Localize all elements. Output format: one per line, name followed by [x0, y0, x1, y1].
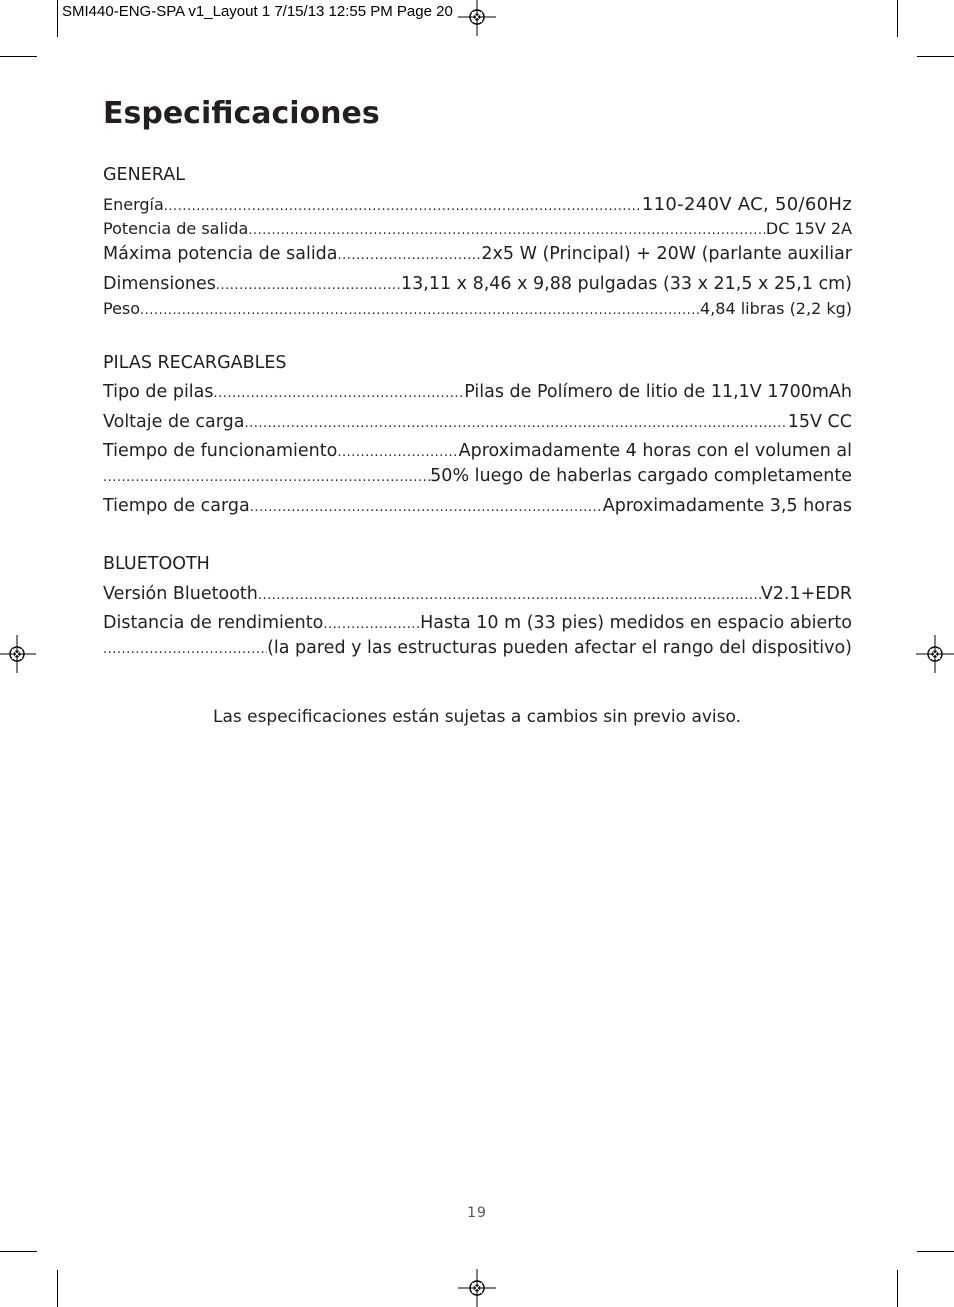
spec-value: 4,84 libras (2,2 kg): [700, 299, 852, 318]
spec-label: Distancia de rendimiento: [103, 613, 324, 633]
spec-label: Tipo de pilas: [103, 382, 214, 402]
dot-leader: [250, 500, 603, 515]
page-title: Especificaciones: [103, 96, 380, 131]
spec-row-range: [103, 613, 852, 633]
spec-value: DC 15V 2A: [765, 219, 852, 238]
spec-label: Energía: [103, 195, 164, 214]
dot-leader: [244, 416, 787, 431]
spec-row-runtime: [103, 441, 852, 461]
spec-label: Voltaje de carga: [103, 412, 245, 432]
dot-leader: [337, 445, 458, 460]
crop-mark: [917, 56, 954, 57]
spec-value: Hasta 10 m (33 pies) medidos en espacio abierto: [420, 613, 852, 633]
spec-value: 110-240V AC, 50/60Hz: [641, 194, 852, 215]
spec-value: (la pared y las estructuras pueden afectar el rango del dispositivo): [267, 638, 852, 658]
page-number: 19: [467, 1205, 487, 1221]
specs-notice: Las especificaciones están sujetas a cambios sin previo aviso.: [212, 707, 742, 727]
spec-row-dimensions: [103, 274, 852, 294]
crop-mark: [0, 1251, 37, 1252]
spec-label: Versión Bluetooth: [103, 584, 258, 604]
spec-row-power: [103, 194, 852, 215]
dot-leader: [258, 588, 761, 603]
dot-leader: [338, 248, 482, 263]
spec-value: V2.1+EDR: [760, 584, 852, 604]
spec-label: Dimensiones: [103, 274, 216, 294]
spec-row-charge-time: [103, 496, 852, 516]
dot-leader: [216, 278, 401, 293]
spec-label: Máxima potencia de salida: [103, 244, 338, 264]
spec-row-output-power: [103, 219, 852, 238]
dot-leader: [323, 617, 420, 632]
registration-mark-icon: [0, 635, 36, 673]
spec-row-bluetooth-version: [103, 584, 852, 604]
spec-label: Potencia de salida: [103, 219, 249, 238]
section-heading-general: GENERAL: [103, 165, 185, 185]
registration-mark-icon: [916, 635, 954, 673]
spec-row-battery-type: [103, 382, 852, 402]
section-heading-bluetooth: BLUETOOTH: [103, 554, 210, 574]
crop-mark: [897, 1270, 898, 1307]
dot-leader: [140, 303, 700, 318]
spec-value: 15V CC: [787, 412, 852, 432]
dot-leader: [248, 223, 766, 238]
spec-row-range-continued: [103, 638, 852, 658]
crop-mark: [917, 1251, 954, 1252]
registration-mark-icon: [458, 0, 496, 36]
crop-mark: [57, 1270, 58, 1307]
spec-value: Aproximadamente 4 horas con el volumen al: [458, 441, 852, 461]
spec-value: Pilas de Polímero de litio de 11,1V 1700mAh: [464, 382, 852, 402]
crop-mark: [57, 0, 58, 37]
crop-mark: [897, 0, 898, 37]
registration-mark-icon: [458, 1269, 496, 1307]
spec-label: Peso: [103, 299, 141, 318]
spec-row-weight: [103, 299, 852, 318]
spec-value: 50% luego de haberlas cargado completamente: [430, 466, 852, 486]
printer-slug: SMI440-ENG-SPA v1_Layout 1 7/15/13 12:55 PM Page 20: [62, 3, 453, 20]
crop-mark: [0, 56, 37, 57]
spec-value: 13,11 x 8,46 x 9,88 pulgadas (33 x 21,5 x 25,1 cm): [400, 274, 852, 294]
dot-leader: [103, 642, 267, 657]
spec-value: 2x5 W (Principal) + 20W (parlante auxiliar: [481, 244, 852, 264]
spec-row-max-output: [103, 244, 852, 264]
spec-label: Tiempo de funcionamiento: [103, 441, 338, 461]
spec-row-charge-voltage: [103, 412, 852, 432]
spec-label: Tiempo de carga: [103, 496, 250, 516]
dot-leader: [103, 470, 430, 485]
spec-row-runtime-continued: [103, 466, 852, 486]
dot-leader: [164, 199, 642, 214]
dot-leader: [214, 386, 465, 401]
section-heading-battery: PILAS RECARGABLES: [103, 353, 287, 373]
spec-value: Aproximadamente 3,5 horas: [602, 496, 852, 516]
